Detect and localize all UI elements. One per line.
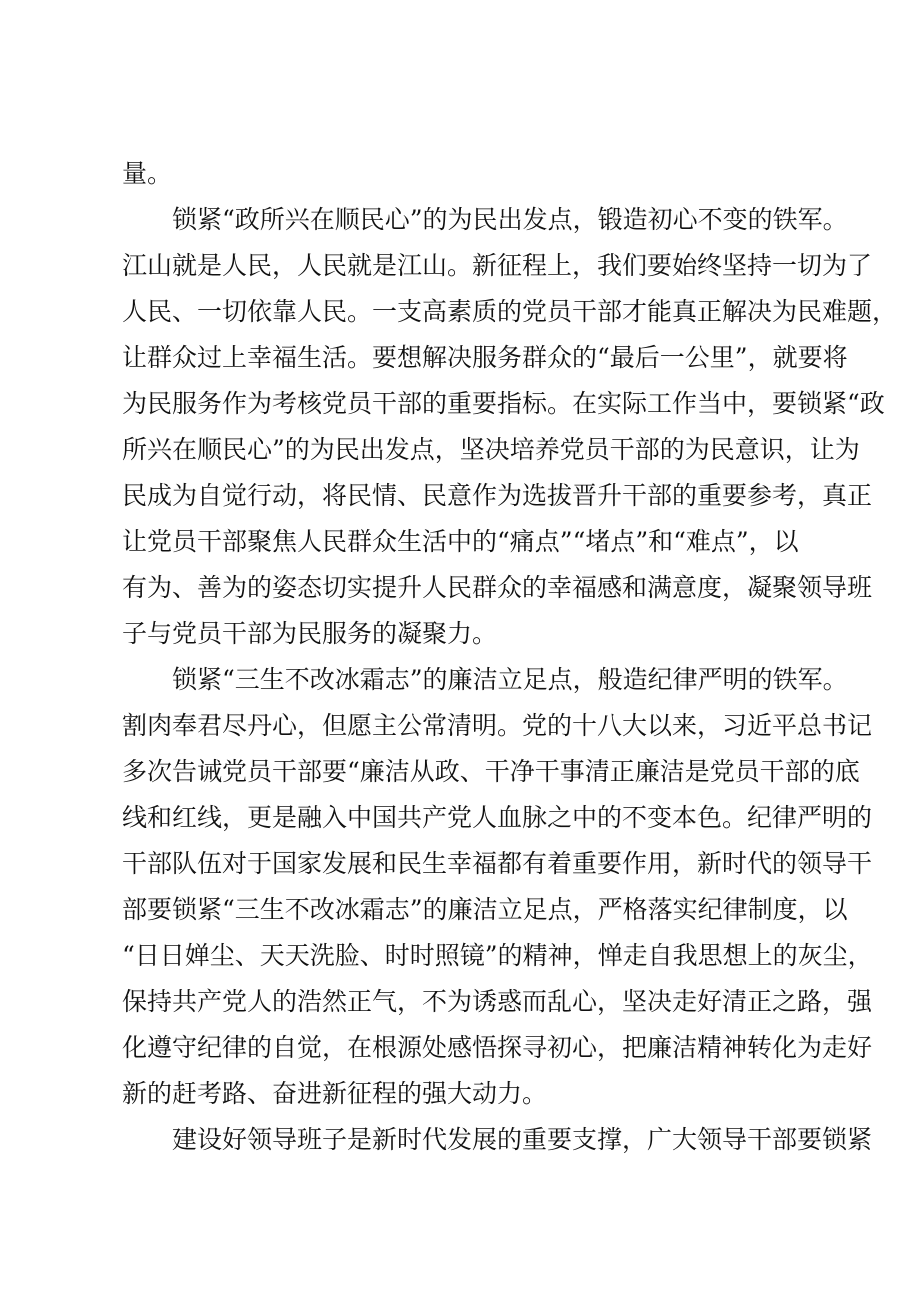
text-line: 多次告诫党员干部要“廉洁从政、干净干事清正廉洁是党员干部的底	[122, 757, 860, 786]
text-line: 江山就是人民，人民就是江山。新征程上，我们要始终坚持一切为了	[122, 251, 873, 280]
text-line: 建设好领导班子是新时代发展的重要支撑，广大领导干部要锁紧	[172, 1125, 873, 1154]
text-line: 子与党员干部为民服务的凝聚力。	[122, 619, 498, 648]
text-line: 线和红线，更是融入中国共产党人血脉之中的不变本色。纪律严明的	[122, 803, 873, 832]
text-line: 所兴在顺民心”的为民出发点，坚决培养党员干部的为民意识，让为	[122, 435, 860, 464]
text-line: 民成为自觉行动，将民情、民意作为选拔晋升干部的重要参考，真正	[122, 481, 873, 510]
text-line: 有为、善为的姿态切实提升人民群众的幸福感和满意度，凝聚领导班	[122, 573, 873, 602]
text-line: 锁紧“政所兴在顺民心”的为民出发点，锻造初心不变的铁军。	[172, 205, 848, 234]
text-line: 部要锁紧“三生不改冰霜志”的廉洁立足点，严格落实纪律制度，以	[122, 895, 848, 924]
text-line: 化遵守纪律的自觉，在根源处感悟探寻初心，把廉洁精神转化为走好	[122, 1033, 873, 1062]
text-line: 割肉奉君尽丹心，但愿主公常清明。党的十八大以来，习近平总书记	[122, 711, 873, 740]
text-line: “日日婵尘、天天洗脸、时时照镜”的精神，惮走自我思想上的灰尘，	[122, 941, 873, 970]
text-line: 让党员干部聚焦人民群众生活中的“痛点”“堵点”和“难点”，以	[122, 527, 799, 556]
text-line: 锁紧“三生不改冰霜志”的廉洁立足点，般造纪律严明的铁军。	[172, 665, 848, 694]
text-line: 让群众过上幸福生活。要想解决服务群众的“最后一公里”，就要将	[122, 343, 848, 372]
text-line: 新的赶考路、奋进新征程的强大动力。	[122, 1079, 548, 1108]
text-line: 干部队伍对于国家发展和民生幸福都有着重要作用，新时代的领导干	[122, 849, 873, 878]
text-line: 量。	[122, 159, 173, 188]
text-line: 人民、一切依靠人民。一支高素质的党员干部才能真正解决为民难题，	[122, 297, 898, 326]
text-line: 保持共产党人的浩然正气，不为诱惑而乱心，坚决走好清正之路，强	[122, 987, 873, 1016]
text-line: 为民服务作为考核党员干部的重要指标。在实际工作当中，要锁紧“政	[122, 389, 885, 418]
